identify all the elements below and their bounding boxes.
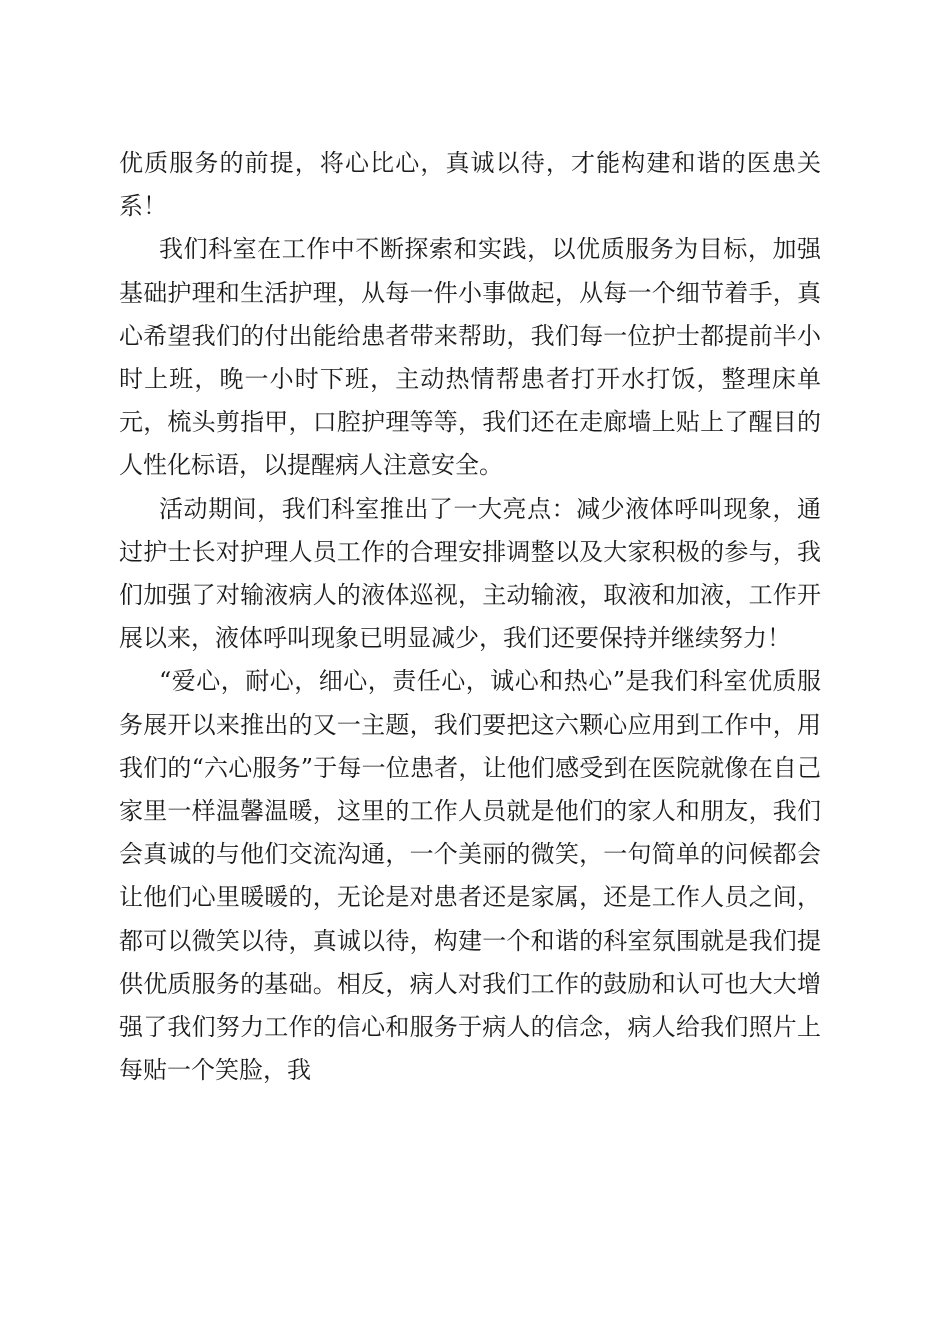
paragraph-continued: 优质服务的前提，将心比心，真诚以待，才能构建和谐的医患关系！ xyxy=(119,149,821,221)
paragraph: 活动期间，我们科室推出了一大亮点：减少液体呼叫现象，通过护士长对护理人员工作的合理安排调整以及大家积极的参与，我们加强了对输液病人的液体巡视，主动输液，取液和加液，工作开展以来，液体呼叫现象已明显减少，我们还要保持并继续努力！ xyxy=(119,494,821,653)
paragraph: “爱心，耐心，细心，责任心，诚心和热心”是我们科室优质服务展开以来推出的又一主题，我们要把这六颗心应用到工作中，用我们的“六心服务”于每一位患者，让他们感受到在医院就像在自己家里一样温馨温暖，这里的工作人员就是他们的家人和朋友，我们会真诚的与他们交流沟通，一个美丽的微笑，一句简单的问候都会让他们心里暖暖的，无论是对患者还是家属，还是工作人员之间，都可以微笑以待，真诚以待，构建一个和谐的科室氛围就是我们提供优质服务的基础。相反，病人对我们工作的鼓励和认可也大大增强了我们努力工作的信心和服务于病人的信念，病人给我们照片上每贴一个笑脸，我 xyxy=(119,667,821,1085)
paragraph: 我们科室在工作中不断探索和实践，以优质服务为目标，加强基础护理和生活护理，从每一件小事做起，从每一个细节着手，真心希望我们的付出能给患者带来帮助，我们每一位护士都提前半小时上班，晚一小时下班，主动热情帮患者打开水打饭，整理床单元，梳头剪指甲，口腔护理等等，我们还在走廊墙上贴上了醒目的人性化标语，以提醒病人注意安全。 xyxy=(119,235,821,480)
body-text xyxy=(119,142,821,1092)
